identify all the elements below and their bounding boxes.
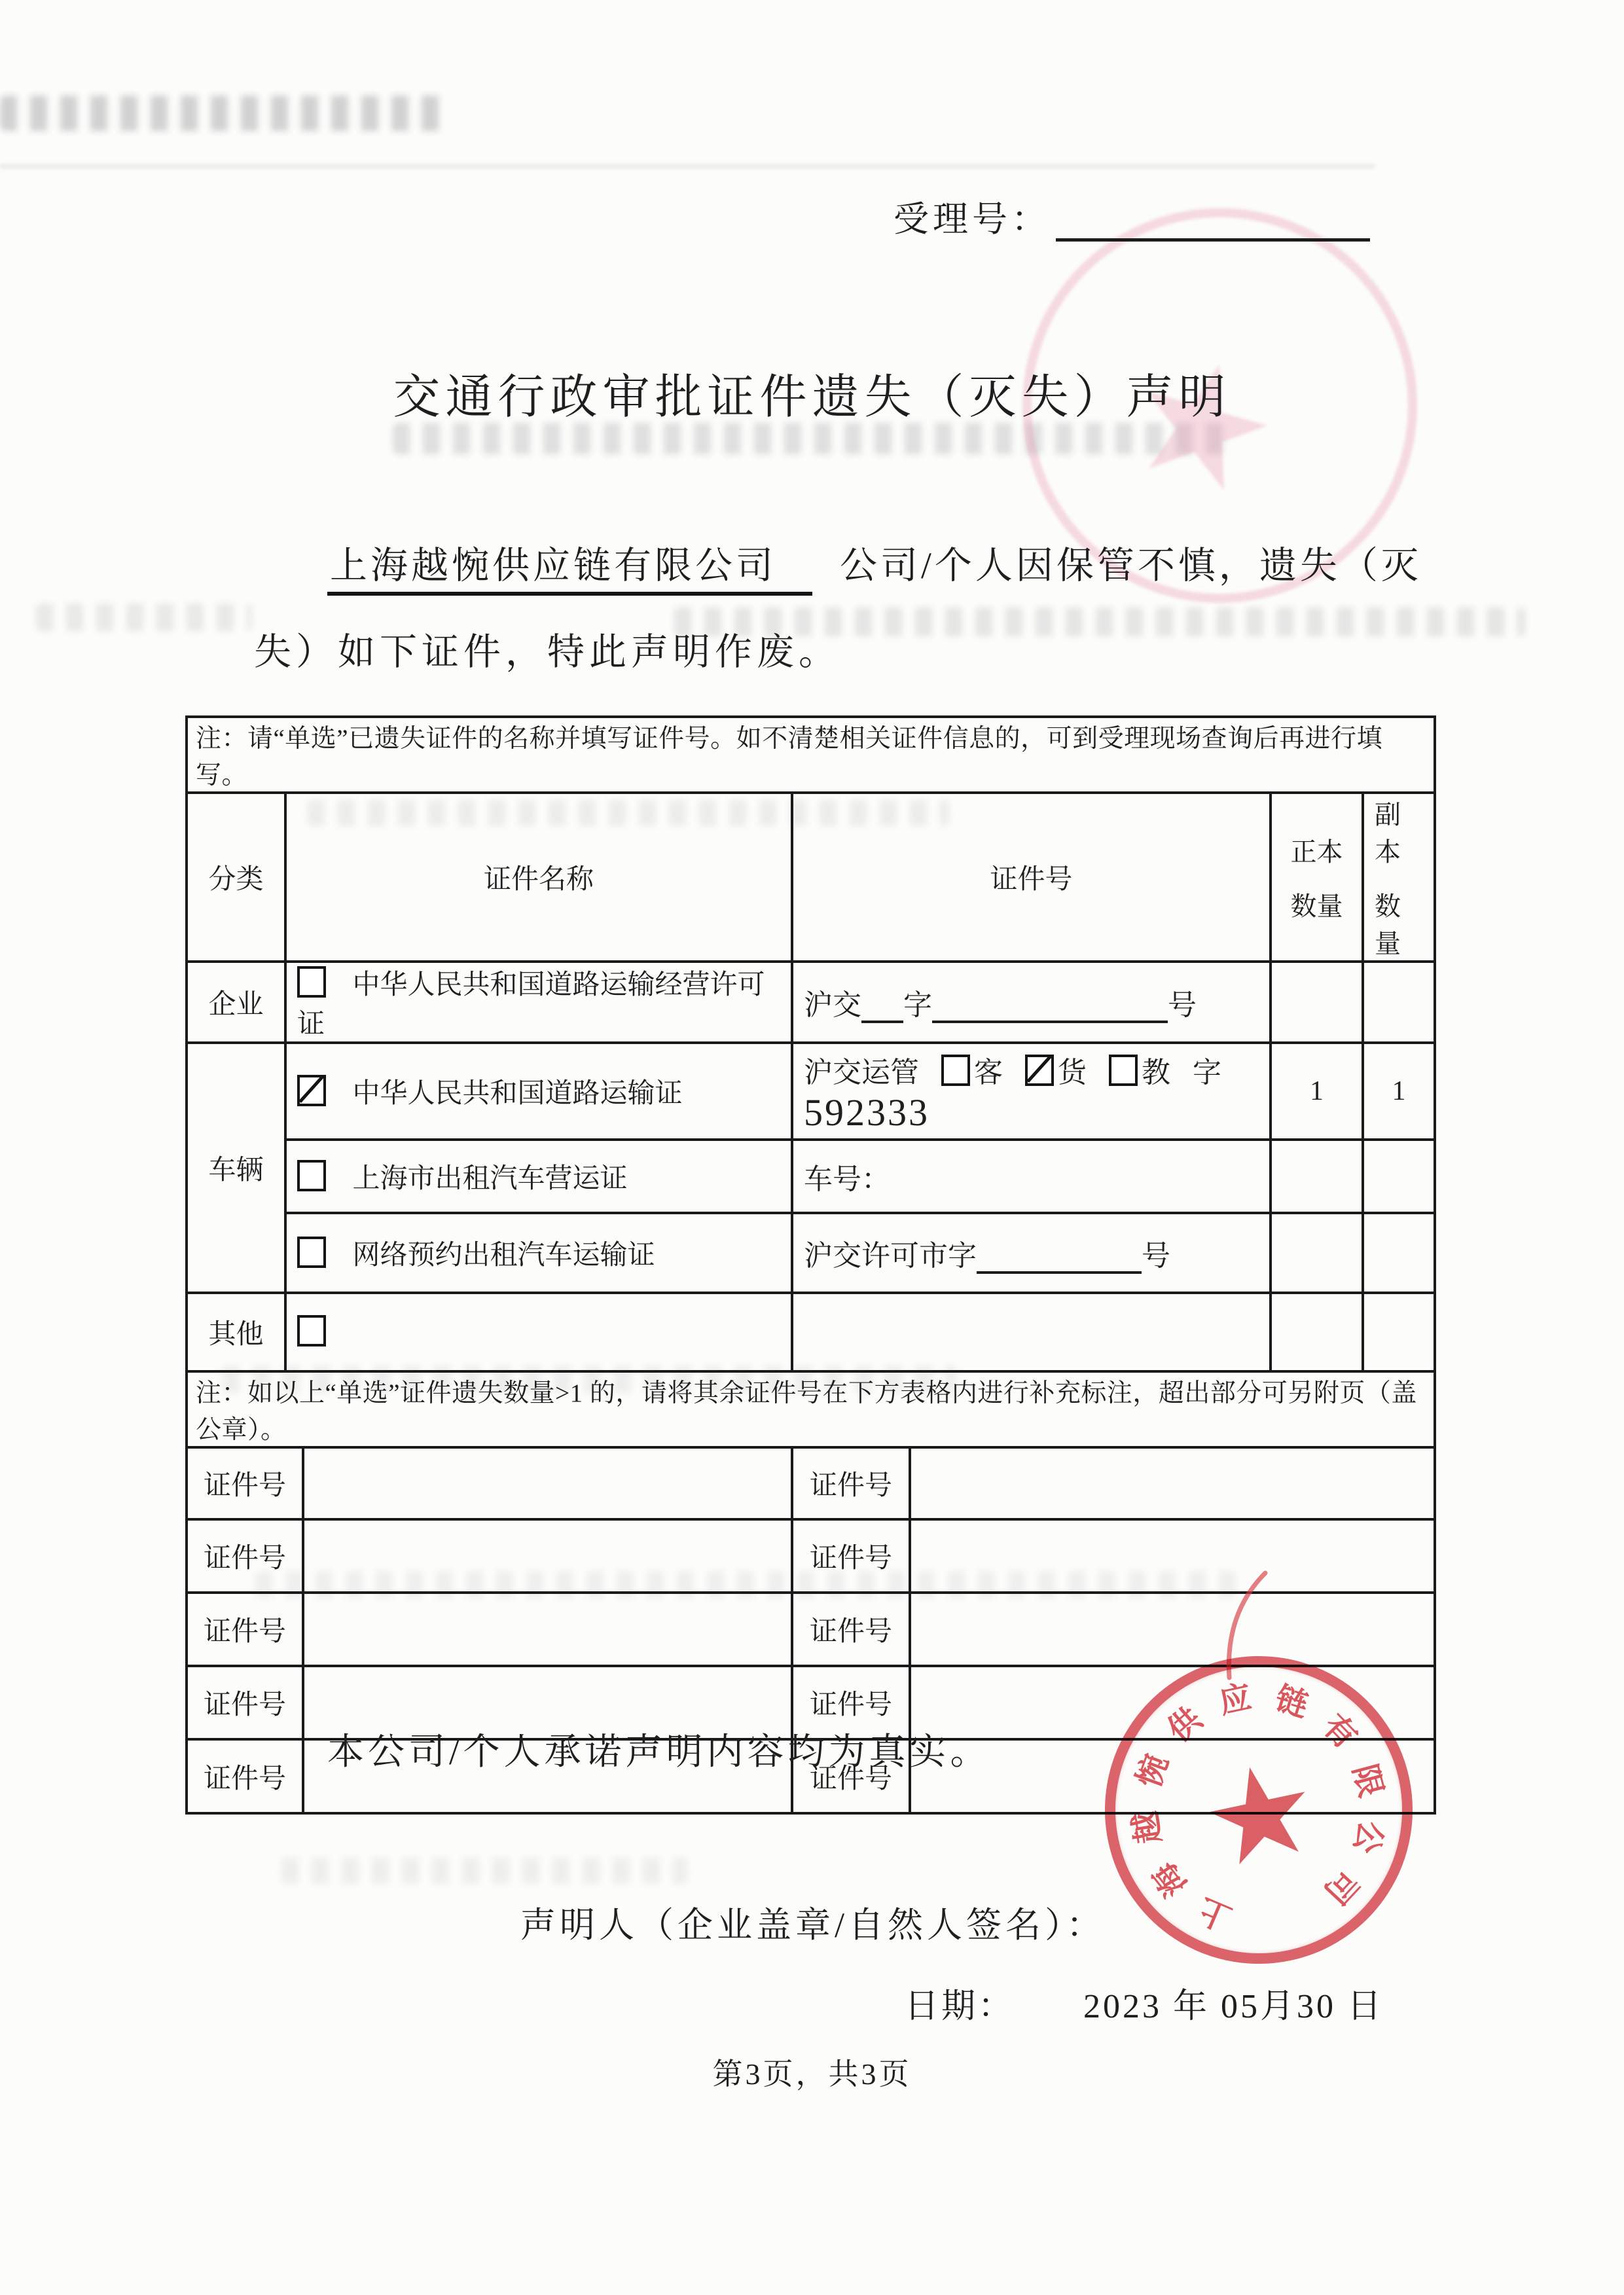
cert-name-label: 网络预约出租汽车运输证 [352, 1240, 655, 1271]
company-name: 上海越惋供应链有限公司 [327, 545, 812, 596]
original-count-value: 1 [1271, 1043, 1363, 1140]
stamp-arc: 上 海 越 惋 供 应 链 有 限 公 司 [1127, 1678, 1390, 1937]
category-vehicle: 车辆 [187, 1043, 285, 1293]
extra-cert-no-label: 证件号 [187, 1447, 303, 1519]
cert-name-label: 上海市出租汽车营运证 [352, 1164, 628, 1194]
checkbox-cargo[interactable] [1025, 1055, 1054, 1086]
scan-streak [0, 164, 1375, 169]
date-line [905, 1978, 1384, 2027]
header-cert-no: 证件号 [792, 793, 1271, 962]
cert-no-prefix: 沪交许可市字 [804, 1240, 977, 1272]
cert-no-blank-2[interactable] [932, 989, 1168, 1023]
original-count-value [1271, 1293, 1363, 1371]
declaration-promise: 本公司/个人承诺声明内容均为真实。 [327, 1732, 991, 1773]
extra-cert-no-label: 证件号 [792, 1666, 910, 1739]
certificate-table-upper [185, 715, 1436, 1449]
bleed-through-smudge [36, 604, 252, 631]
copy-count-value [1363, 1140, 1435, 1213]
cert-no-cell [792, 1213, 1271, 1293]
header-copy-count [1363, 793, 1435, 962]
acceptance-number-line [893, 191, 1370, 242]
acceptance-number-label: 受理号： [893, 200, 1051, 239]
date-label: 日期： [905, 1988, 1015, 2025]
extra-cert-no-label: 证件号 [187, 1739, 303, 1813]
intro-text-1: 公司/个人因保管不慎，遗失（灭 [840, 545, 1422, 587]
copy-count-value [1363, 962, 1435, 1043]
cert-no-cell [792, 1293, 1271, 1371]
header-original-line2: 数量 [1290, 892, 1343, 921]
category-other: 其他 [187, 1293, 285, 1371]
cert-name-label: 中华人民共和国道路运输经营许可证 [297, 970, 765, 1039]
cert-no-suffix: 号 [1142, 1240, 1170, 1272]
header-cert-name: 证件名称 [285, 793, 792, 962]
cert-no-mid: 字 [1193, 1056, 1221, 1089]
intro-line-1 [327, 535, 1422, 589]
checkbox-road-transport-certificate[interactable] [297, 1075, 326, 1106]
row-online-taxi-license [285, 1213, 792, 1293]
header-original-count [1271, 793, 1363, 962]
extra-cert-no-input[interactable] [910, 1519, 1435, 1593]
table-note-2: 注：如以上“单选”证件遗失数量>1 的，请将其余证件号在下方表格内进行补充标注，超出部分可另附页（盖公章）。 [187, 1371, 1435, 1447]
category-enterprise: 企业 [187, 962, 285, 1043]
page-footer: 第3页，共3页 [712, 2057, 912, 2091]
row-road-transport-operation-license [285, 962, 792, 1043]
header-original-line1: 正本 [1290, 837, 1343, 867]
cert-no-cell [792, 1140, 1271, 1213]
extra-cert-no-label: 证件号 [792, 1519, 910, 1593]
row-taxi-license [285, 1140, 792, 1213]
checkbox-training[interactable] [1109, 1055, 1138, 1086]
cert-no-blank-1[interactable] [861, 989, 903, 1023]
cert-no-suffix: 号 [1168, 989, 1197, 1021]
extra-cert-no-label: 证件号 [792, 1739, 910, 1813]
header-category: 分类 [187, 793, 285, 962]
cert-no-blank[interactable] [977, 1240, 1142, 1274]
bleed-through-smudge [0, 96, 452, 131]
page-title: 交通行政审批证件遗失（灭失）声明 [393, 371, 1231, 424]
option-training-label: 教 [1142, 1056, 1170, 1089]
cert-no-prefix: 沪交运管 [804, 1056, 919, 1089]
extra-cert-no-label: 证件号 [187, 1666, 303, 1739]
cert-name-label: 中华人民共和国道路运输证 [352, 1079, 683, 1109]
extra-cert-no-label: 证件号 [187, 1593, 303, 1666]
bleed-through-star-icon: ★ [1105, 312, 1299, 536]
original-count-value [1271, 1213, 1363, 1293]
declarant-line: 声明人（企业盖章/自然人签名）： [520, 1906, 1106, 1945]
extra-cert-no-label: 证件号 [187, 1519, 303, 1593]
option-cargo-label: 货 [1058, 1056, 1087, 1089]
acceptance-number-blank[interactable] [1056, 202, 1370, 242]
cert-no-mid: 字 [903, 989, 932, 1021]
checkbox-online-taxi-license[interactable] [297, 1237, 326, 1268]
checkbox-road-transport-operation-license[interactable] [297, 966, 326, 998]
extra-cert-no-input[interactable] [303, 1593, 792, 1666]
checkbox-other[interactable] [297, 1315, 326, 1346]
checkbox-taxi-license[interactable] [297, 1160, 326, 1191]
header-copy-line2: 数量 [1375, 892, 1401, 958]
extra-cert-no-input[interactable] [303, 1519, 792, 1593]
row-other [285, 1293, 792, 1371]
header-copy-line1: 副本 [1375, 800, 1401, 867]
bleed-through-smudge [281, 1858, 687, 1884]
option-passenger-label: 客 [974, 1056, 1003, 1089]
cert-no-prefix: 车号： [804, 1163, 890, 1195]
intro-line-2: 失）如下证件，特此声明作废。 [254, 632, 840, 673]
cert-no-prefix: 沪交 [804, 989, 861, 1021]
extra-cert-no-input[interactable] [303, 1447, 792, 1519]
copy-count-value: 1 [1363, 1043, 1435, 1140]
original-count-value [1271, 962, 1363, 1043]
copy-count-value [1363, 1213, 1435, 1293]
row-road-transport-certificate [285, 1043, 792, 1140]
table-note-1: 注：请“单选”已遗失证件的名称并填写证件号。如不清楚相关证件信息的，可到受理现场查询后再进行填写。 [187, 717, 1435, 793]
extra-cert-no-label: 证件号 [792, 1447, 910, 1519]
certificate-table [185, 715, 1434, 1815]
checkbox-passenger[interactable] [941, 1055, 970, 1086]
copy-count-value [1363, 1293, 1435, 1371]
bleed-through-smudge [393, 423, 1224, 454]
date-value: 2023 年 05月30 日 [1083, 1988, 1384, 2025]
cert-no-serial: 592333 [804, 1091, 929, 1134]
cert-no-cell [792, 1043, 1271, 1140]
extra-cert-no-input[interactable] [910, 1593, 1435, 1666]
original-count-value [1271, 1140, 1363, 1213]
cert-no-cell [792, 962, 1271, 1043]
seal-star-icon: ★ [1188, 1729, 1331, 1899]
extra-cert-no-label: 证件号 [792, 1593, 910, 1666]
extra-cert-no-input[interactable] [910, 1447, 1435, 1519]
